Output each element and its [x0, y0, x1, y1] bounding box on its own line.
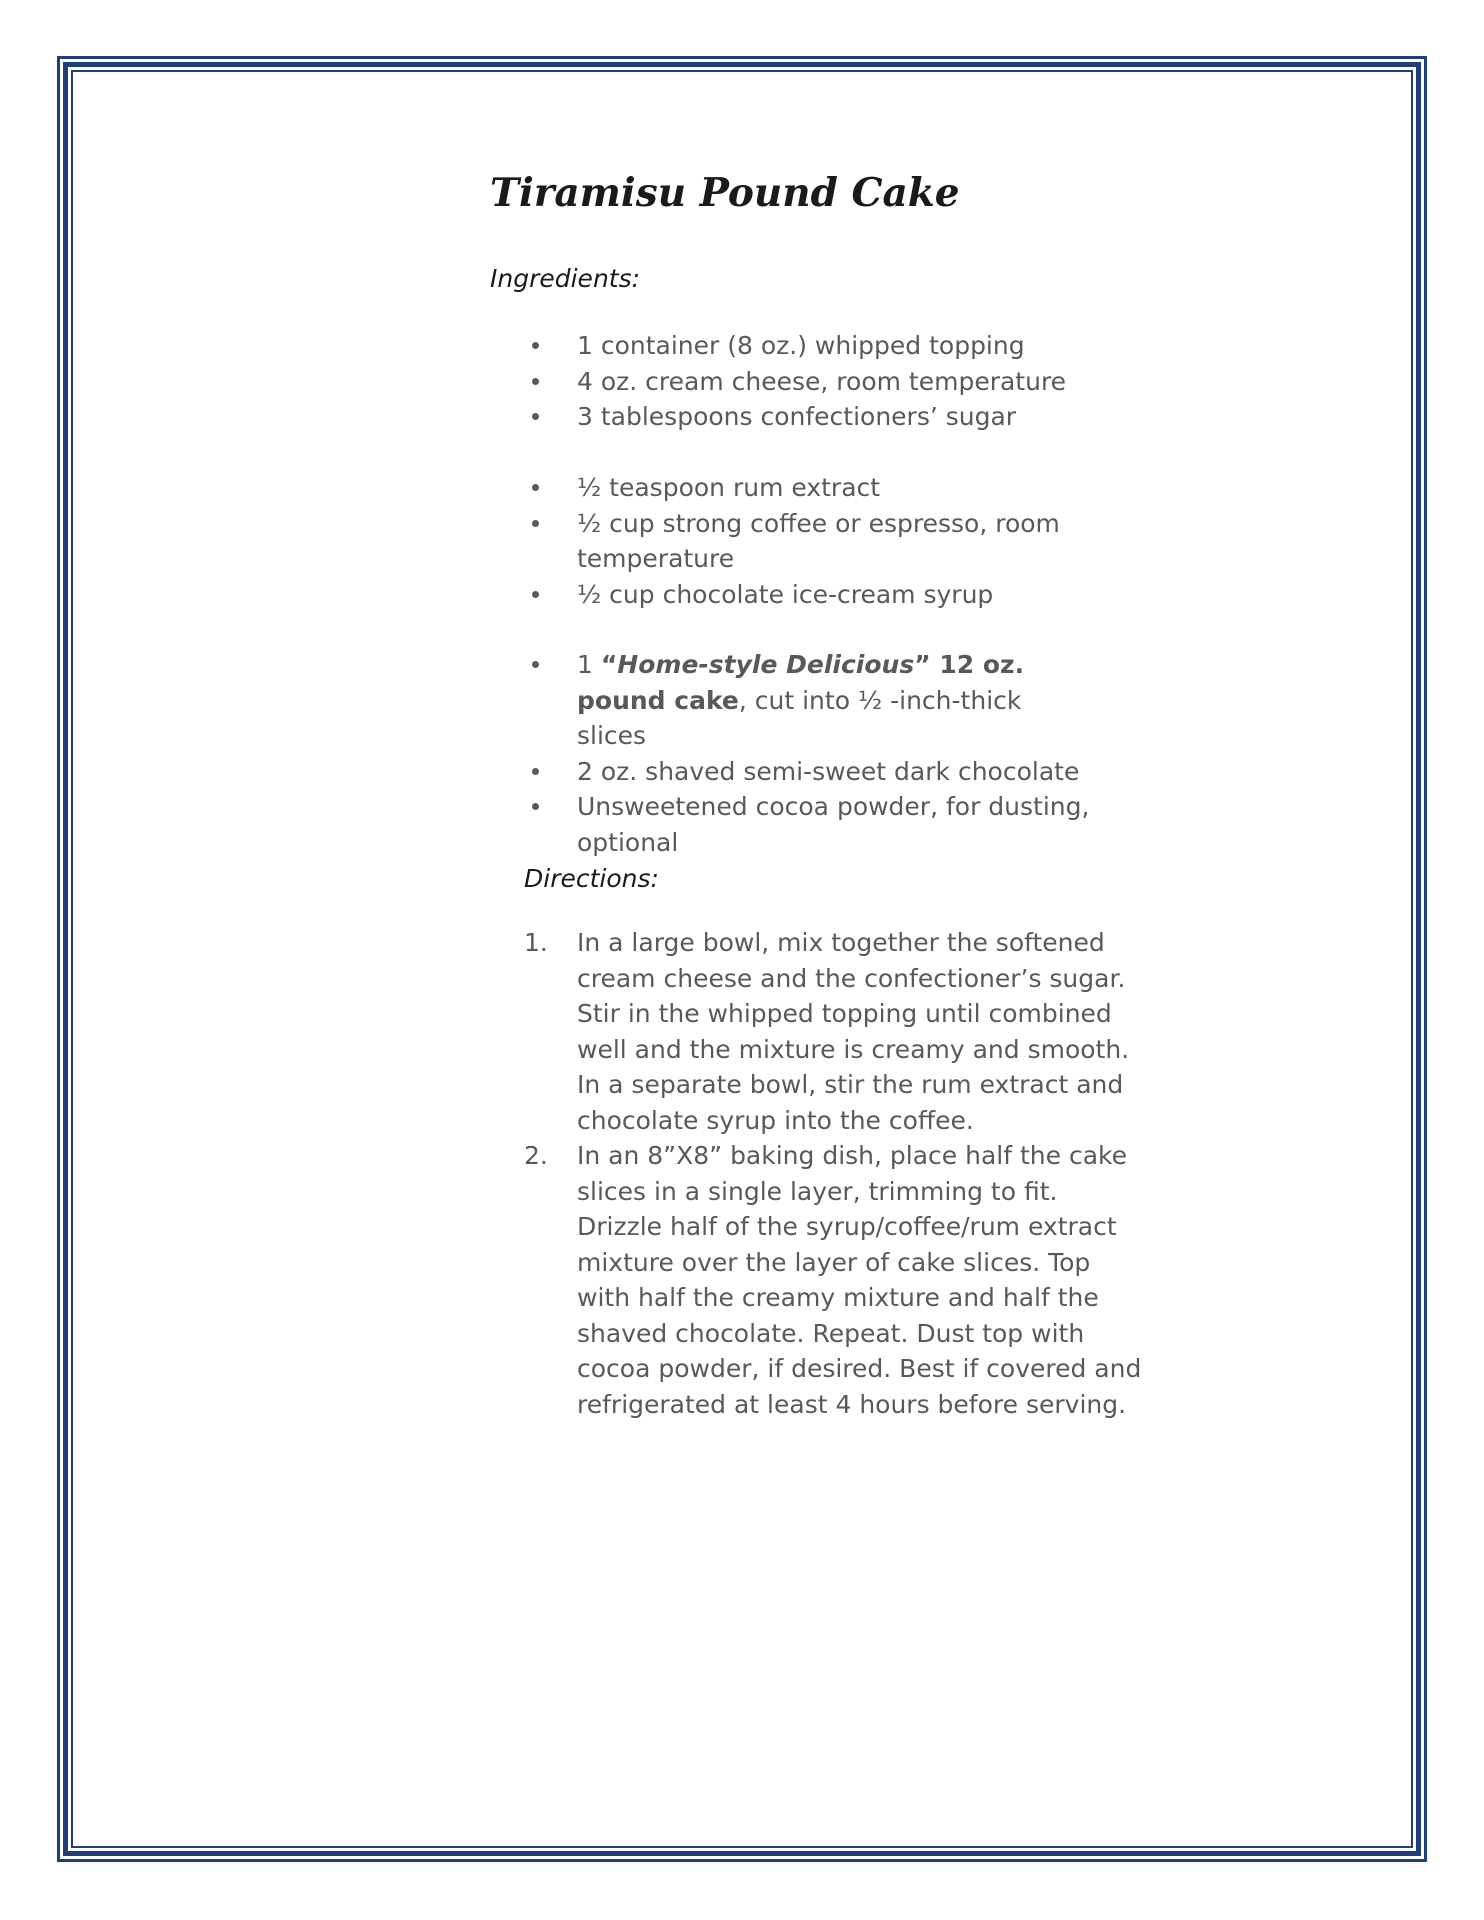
product-name: ” 12 oz. pound cake: [577, 650, 1025, 715]
ingredient-text: ½ teaspoon rum extract: [577, 473, 881, 502]
list-item: [530, 470, 1090, 506]
bullet-icon: [532, 378, 539, 385]
ingredient-text: 1 container (8 oz.) whipped topping: [577, 331, 1025, 360]
ingredient-suffix: , cut into ½ -inch-thick slices: [577, 685, 1022, 750]
list-item: [530, 647, 1090, 754]
bullet-icon: [532, 591, 539, 598]
bullet-icon: [532, 484, 539, 491]
ingredient-text: 4 oz. cream cheese, room temperature: [577, 366, 1067, 396]
brand-name: Home-style Delicious: [617, 650, 915, 679]
list-item: [530, 577, 1090, 613]
ingredient-text: 2 oz. shaved semi-sweet dark chocolate: [577, 756, 1080, 786]
recipe-title: Tiramisu Pound Cake: [490, 170, 960, 216]
ingredient-list-group-1: [530, 328, 1090, 435]
list-item: [530, 364, 1090, 400]
step-text: In an 8”X8” baking dish, place half the cake slices in a single layer, trimming to fit. Drizzle half of the syrup/coffee/rum extract mixture over the layer of cake slices. Top with half the creamy mixture and half the shaved chocolate. Repeat. Dust top with cocoa powder, if desired. Best if covered and refrigerated at least 4 hours before serving.: [577, 1141, 1142, 1419]
ingredient-prefix: 1: [577, 650, 601, 679]
bullet-icon: [532, 661, 539, 668]
bullet-icon: [532, 803, 539, 810]
bullet-icon: [532, 413, 539, 420]
list-item: [530, 328, 1090, 364]
list-item: [530, 399, 1090, 435]
ingredient-list-group-3: [530, 647, 1090, 860]
ingredient-text: ½ cup strong coffee or espresso, room temperature: [577, 508, 1060, 573]
ingredient-text: Unsweetened cocoa powder, for dusting, optional: [577, 792, 1090, 857]
bullet-icon: [532, 342, 539, 349]
list-item: [530, 789, 1090, 860]
directions-heading: Directions:: [524, 864, 659, 893]
step-number: 2.: [524, 1141, 548, 1170]
ingredients-heading: Ingredients:: [490, 264, 641, 293]
directions-list: [524, 925, 1144, 1422]
ingredient-text: ½ cup chocolate ice-cream syrup: [577, 579, 994, 609]
bullet-icon: [532, 520, 539, 527]
bullet-icon: [532, 768, 539, 775]
list-item: [530, 754, 1090, 790]
ingredient-text: 3 tablespoons confectioners’ sugar: [577, 402, 1017, 431]
list-item: [530, 506, 1090, 577]
ingredient-list-group-2: [530, 470, 1090, 612]
direction-step: [524, 925, 1144, 1138]
step-number: 1.: [524, 928, 548, 957]
direction-step: [524, 1138, 1144, 1422]
step-text: In a large bowl, mix together the softened cream cheese and the confectioner’s sugar. Stir in the whipped topping until combined well and the mixture is creamy and smooth. In a separate bowl, stir the rum extract and chocolate syrup into the coffee.: [577, 928, 1130, 1135]
open-quote: “: [600, 650, 618, 679]
